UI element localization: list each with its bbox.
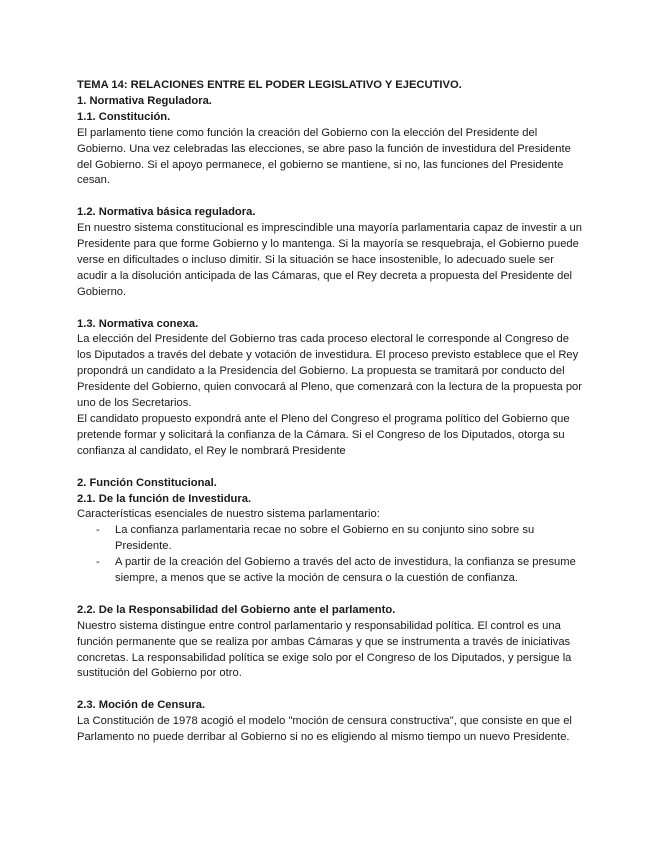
section-1-heading: 1. Normativa Reguladora. [77, 94, 212, 107]
section-1-2-heading: 1.2. Normativa básica reguladora. [77, 206, 256, 219]
section-1-3-heading: 1.3. Normativa conexa. [77, 317, 199, 330]
section-1-1-paragraph: El parlamento tiene como función la creación del Gobierno con la elección del Presidente del Gobierno. Una vez celebradas las elecciones, se abre paso la función de investidura del Presidente del Gobierno. Si el apoyo permanece, el gobierno se mantiene, si no, las funciones del Presidente cesan. [77, 126, 571, 187]
section-2-3-paragraph: La Constitución de 1978 acogió el modelo "moción de censura constructiva", que consiste en que el Parlamento no puede derribar al Gobierno si no es eligiendo al mismo tiempo un nuevo Presidente. [77, 715, 572, 744]
section-2-1-heading: 2.1. De la función de Investidura. [77, 492, 252, 505]
list-item-text: A partir de la creación del Gobierno a través del acto de investidura, la confianza se presume siempre, a menos que se active la moción de censura o la cuestión de confianza. [115, 556, 576, 585]
bullet-dash: - [96, 556, 100, 569]
section-1-3-paragraph-2: El candidato propuesto expondrá ante el Pleno del Congreso el programa político del Gobierno que pretende formar y solicitará la confianza de la Cámara. Si el Congreso de los Diputados, otorga su confianza al candidato, el Rey le nombrará Presidente [77, 413, 570, 457]
section-2-heading: 2. Función Constitucional. [77, 476, 217, 489]
section-1-1-heading: 1.1. Constitución. [77, 110, 171, 123]
section-2-2-heading: 2.2. De la Responsabilidad del Gobierno ante el parlamento. [77, 603, 396, 616]
section-2-1-intro: Características esenciales de nuestro sistema parlamentario: [77, 508, 380, 521]
spacer [77, 460, 585, 476]
spacer [77, 587, 585, 603]
spacer [77, 189, 585, 205]
list-item [77, 523, 585, 555]
list-item [77, 555, 585, 587]
section-2-3-heading: 2.3. Moción de Censura. [77, 699, 206, 712]
section-1-3-paragraph-1: La elección del Presidente del Gobierno tras cada proceso electoral le corresponde al Congreso de los Diputados a través del debate y votación de investidura. El proceso previsto establece que el Rey propondrá un candidato a la Presidencia del Gobierno. La propuesta se tramitará por conducto del Presidente del Gobierno, quien convocará al Pleno, que comenzará con la lectura de la propuesta por uno de los Secretarios. [77, 333, 582, 410]
spacer [77, 301, 585, 317]
spacer [77, 682, 585, 698]
section-1-2-paragraph: En nuestro sistema constitucional es imprescindible una mayoría parlamentaria capaz de investir a un Presidente para que forme Gobierno y lo mantenga. Si la mayoría se resquebraja, el Gobierno puede verse en dificultades o incluso dimitir. Si la situación se hace insostenible, lo adecuado suele ser acudir a la disolución anticipada de las Cámaras, que el Rey decreta a propuesta del Presidente del Gobierno. [77, 222, 582, 298]
bullet-dash: - [96, 524, 100, 537]
section-2-1-bullet-list [77, 523, 585, 587]
document-title: TEMA 14: RELACIONES ENTRE EL PODER LEGISLATIVO Y EJECUTIVO. [77, 79, 462, 91]
list-item-text: La confianza parlamentaria recae no sobre el Gobierno en su conjunto sino sobre su Presidente. [115, 524, 535, 553]
section-2-2-paragraph: Nuestro sistema distingue entre control parlamentario y responsabilidad política. El control es una función permanente que se realiza por ambas Cámaras y que se instrumenta a través de iniciativas concretas. La responsabilidad política se exige solo por el Congreso de los Diputados, y persigue la sustitución del Gobierno por otro. [77, 619, 572, 680]
